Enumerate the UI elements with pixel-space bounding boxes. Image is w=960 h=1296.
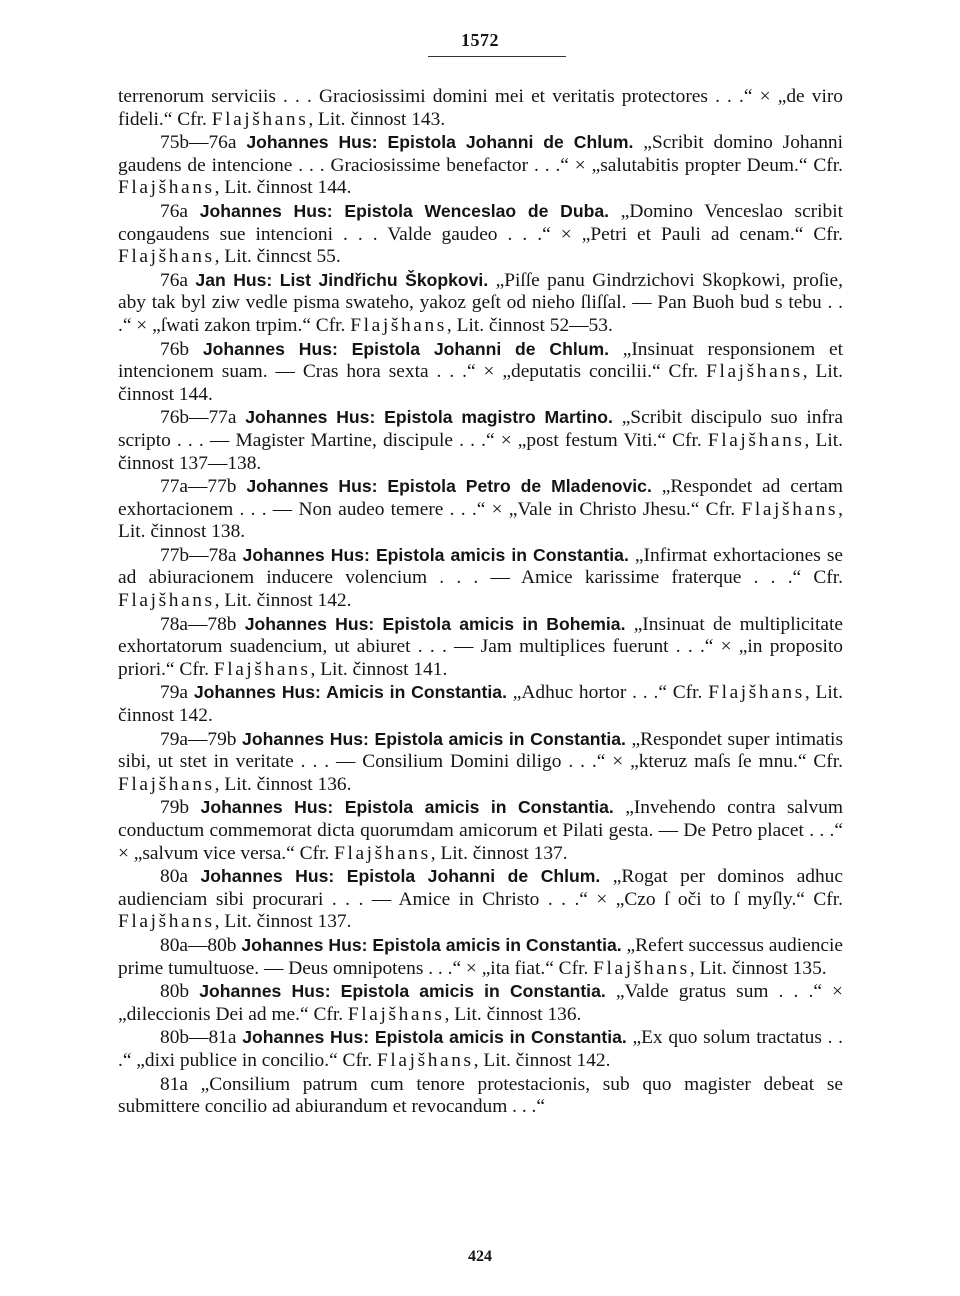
entry-title: Johannes Hus: Epistola Johanni de Chlum.	[202, 338, 609, 359]
entry-paragraph	[118, 1073, 843, 1119]
entry-tail: , Lit. činnost 138.	[118, 498, 843, 543]
entry-author: Flajšhans	[377, 1049, 474, 1071]
entry-tail: , Lit. činnost 141.	[310, 658, 448, 680]
intro-paragraph	[118, 86, 843, 131]
entry-tail: , Lit. činnost 142.	[214, 590, 352, 612]
entry-ref: 80b	[160, 981, 200, 1003]
entry-ref: 76a	[160, 200, 200, 222]
entry-title: Johannes Hus: Epistola magistro Martino.	[245, 407, 613, 428]
entry-text: „Scribit domino Johanni gaudens de intencione . . . Graciosissime benefactor . . .“ × „salutabitis propter Deum.“ Cfr.	[118, 132, 843, 176]
entry-ref: 78a—78b	[160, 613, 245, 635]
entry-paragraph	[118, 269, 843, 338]
entry-author: Flajšhans	[706, 361, 803, 383]
entry-title: Johannes Hus: Epistola amicis in Constantia.	[199, 981, 606, 1002]
entry-author: Flajšhans	[118, 246, 215, 268]
entry-title: Jan Hus: List Jindřichu Škopkovi.	[195, 269, 489, 290]
entry-paragraph	[118, 796, 843, 865]
entry-text: „Scribit discipulo suo infra scripto . . . — Magister Martine, discipule . . .“ × „post festum Viti.“ Cfr.	[118, 407, 843, 451]
entry-paragraph	[118, 131, 843, 200]
entry-tail: , Lit. činnost 144.	[118, 361, 843, 405]
entry-tail: , Lit. činnost 144.	[214, 177, 352, 199]
entry-tail: , Lit. činnost 137—138.	[118, 429, 843, 474]
entry-text: „Infirmat exhortaciones se ad abiuracionem inducere volencium . . . — Amice karissime fraterque . . .“ Cfr.	[118, 544, 843, 589]
entry-text: „Valde gratus sum . . .“ × „dileccionis Dei ad me.“ Cfr.	[118, 981, 843, 1025]
entry-ref: 79b	[160, 797, 201, 819]
page-header-number: 1572	[461, 30, 499, 50]
entry-paragraph	[118, 728, 843, 797]
entry-text: „Refert successus audiencie prime tumultuose. — Deus omnipotens . . .“ × „ita fiat.“ Cfr.	[118, 934, 844, 979]
entry-tail: , Lit. činnost 137.	[430, 842, 568, 864]
entry-ref: 77a—77b	[160, 476, 247, 498]
entry-title: Johannes Hus: Epistola amicis in Bohemia.	[244, 613, 626, 634]
entry-ref: 77b—78a	[160, 544, 243, 566]
entry-title: Johannes Hus: Epistola Wenceslao de Duba.	[199, 200, 610, 221]
entry-title: Johannes Hus: Epistola amicis in Constantia.	[241, 934, 622, 955]
header-rule	[428, 56, 566, 57]
entry-title: Johannes Hus: Epistola amicis in Constantia.	[242, 1027, 627, 1048]
entry-text: „Domino Venceslao scribit congaudens sue intencioni . . . Valde gaudeo . . .“ × „Petri et Pauli ad cenam.“ Cfr.	[118, 200, 843, 245]
entry-author: Flajšhans	[118, 177, 215, 199]
entry-author: Flajšhans	[213, 658, 311, 680]
entry-ref: 80b—81a	[160, 1027, 243, 1049]
entry-paragraph	[118, 681, 843, 727]
entry-title: Johannes Hus: Amicis in Constantia.	[193, 682, 507, 703]
entry-title: Johannes Hus: Epistola amicis in Constantia.	[242, 728, 626, 749]
entry-title: Johannes Hus: Epistola amicis in Constantia.	[200, 797, 614, 818]
page-body	[118, 86, 843, 1119]
entry-author: Flajšhans	[118, 773, 215, 795]
entry-paragraph	[118, 865, 843, 934]
entry-paragraph	[118, 475, 843, 544]
entry-text: „Respondet ad certam exhortacionem . . . — Non audeo temere . . .“ × „Vale in Christo Jhesu.“ Cfr.	[118, 476, 843, 520]
entry-paragraph	[118, 200, 843, 269]
entry-text: „Invehendo contra salvum conductum commemorat dicta quorumdam amicorum et Pilati gesta. — De Petro placet . . .“ × „salvum vice versa.“ Cfr.	[118, 797, 843, 864]
entries-list	[118, 131, 843, 1119]
entry-text: „Piſſe panu Gindrzichovi Skopkowi, proſie, aby tak byl ziw vedle pisma swateho, yakoz geſt od nieho ſliſſal. — Pan Buoh bud s tebu . . .“ × „ſwati zakon trpim.“ Cfr.	[118, 269, 843, 336]
entry-title: Johannes Hus: Epistola Johanni de Chlum.	[200, 866, 601, 887]
entry-tail: , Lit. činnost 142.	[473, 1049, 611, 1071]
entry-author: Flajšhans	[347, 1003, 445, 1025]
entry-tail: , Lit. činnost 142.	[118, 682, 843, 727]
entry-text: „Insinuat de multiplicitate exhortatorum suadencium, ut abiuret . . . — Jam multiplices fuerunt . . .“ × „in proposito priori.“ Cfr.	[118, 613, 843, 680]
entry-ref: 76b—77a	[160, 407, 246, 429]
entry-title: Johannes Hus: Epistola Johanni de Chlum.	[246, 132, 634, 153]
entry-tail: , Lit. činncst 55.	[214, 246, 341, 268]
entry-paragraph	[118, 1026, 843, 1072]
entry-ref: 76a	[160, 269, 196, 291]
entry-paragraph	[118, 338, 843, 407]
entry-ref: 79a	[160, 682, 194, 704]
entry-paragraph	[118, 613, 843, 682]
entry-ref: 79a—79b	[160, 728, 243, 750]
entry-paragraph	[118, 934, 843, 980]
entry-text: „Adhuc hortor . . .“ Cfr.	[506, 682, 709, 704]
entry-ref: 81a	[160, 1073, 201, 1095]
entry-tail: , Lit. činnost 136.	[214, 773, 352, 795]
entry-author: Flajšhans	[118, 590, 215, 612]
entry-ref: 75b—76a	[160, 132, 247, 154]
entry-author: Flajšhans	[334, 842, 431, 864]
entry-author: Flajšhans	[741, 498, 839, 520]
entry-text: „Consilium patrum cum tenore protestacionis, sub quo magister debeat se submittere concilio ad abiurandum et revocandum . . .“	[118, 1073, 843, 1118]
page-footer-number: 424	[468, 1248, 492, 1265]
entry-title: Johannes Hus: Epistola amicis in Constantia.	[242, 544, 629, 565]
entry-author: Flajšhans	[350, 314, 447, 336]
intro-tail: , Lit. činnost 143.	[308, 108, 446, 130]
entry-text: „Ex quo solum tractatus . . .“ „dixi publice in concilio.“ Cfr.	[118, 1027, 843, 1071]
entry-ref: 80a	[160, 866, 201, 888]
entry-tail: , Lit. činnost 52—53.	[446, 314, 613, 336]
entry-tail: , Lit. činnost 136.	[444, 1003, 582, 1025]
entry-tail: , Lit. činnost 137.	[214, 911, 352, 933]
entry-ref: 76b	[160, 338, 203, 360]
entry-paragraph	[118, 980, 843, 1026]
entry-author: Flajšhans	[118, 911, 215, 933]
entry-paragraph	[118, 544, 843, 613]
entry-author: Flajšhans	[708, 682, 805, 704]
entry-text: „Respondet super intimatis sibi, ut stet in veritate . . . — Consilium Domini diligo . . .“ × „kteruz maſs ſe mnu.“ Cfr.	[118, 728, 843, 773]
intro-author: Flajšhans	[211, 108, 309, 130]
entry-title: Johannes Hus: Epistola Petro de Mladenovic.	[246, 476, 652, 497]
entry-text: „Rogat per dominos adhuc audienciam sibi procurari . . . — Amice in Christo . . .“ × „Czo ſ oči to ſ myſly.“ Cfr.	[118, 866, 843, 910]
entry-text: „Insinuat responsionem et intencionem suam. — Cras hora sexta . . .“ × „deputatis concilii.“ Cfr.	[118, 338, 843, 383]
entry-author: Flajšhans	[707, 429, 805, 451]
entry-author: Flajšhans	[593, 957, 690, 979]
entry-tail: , Lit. činnost 135.	[689, 957, 827, 979]
entry-ref: 80a—80b	[160, 934, 242, 956]
entry-paragraph	[118, 406, 843, 475]
intro-text: terrenorum serviciis . . . Graciosissimi domini mei et veritatis protectores . . .“ × „de viro fideli.“ Cfr.	[118, 86, 843, 130]
